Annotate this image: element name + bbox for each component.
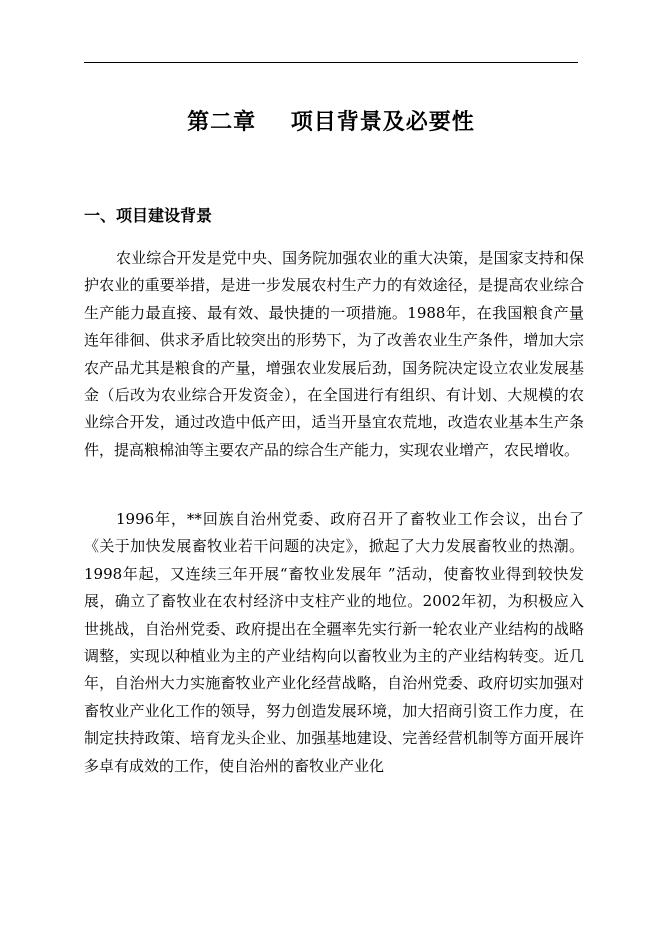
chapter-title: 第二章 项目背景及必要性	[187, 109, 475, 135]
section-heading: 一、项目建设背景	[84, 206, 213, 225]
header-rule	[84, 62, 578, 63]
body-paragraph-1: 农业综合开发是党中央、国务院加强农业的重大决策，是国家支持和保护农业的重要举措，是进一步发展农村生产力的有效途径，是提高农业综合生产能力最直接、最有效、最快捷的一项措施。1988年，在我国粮食产量连年徘徊、供求矛盾比较突出的形势下，为了改善农业生产条件，增加大宗农产品尤其是粮食的产量，增强农业发展后劲，国务院决定设立农业发展基金（后改为农业综合开发资金），在全国进行有组织、有计划、大规模的农业综合开发，通过改造中低产田，适当开垦宜农荒地，改造农业基本生产条件，提高粮棉油等主要农产品的综合生产能力，实现农业增产，农民增收。	[84, 249, 584, 459]
body-paragraph-2: 1996年，**回族自治州党委、政府召开了畜牧业工作会议，出台了《关于加快发展畜牧业若干问题的决定》，掀起了大力发展畜牧业的热潮。1998年起，又连续三年开展“畜牧业发展年 ”活动，使畜牧业得到较快发展，确立了畜牧业在农村经济中支柱产业的地位。2002年初，为积极应入世挑战，自治州党委、政府提出在全疆率先实行新一轮农业产业结构的战略调整，实现以种植业为主的产业结构向以畜牧业为主的产业结构转变。近几年，自治州大力实施畜牧业产业化经营战略，自治州党委、政府切实加强对畜牧业产业化工作的领导，努力创造发展环境，加大招商引资工作力度，在制定扶持政策、培育龙头企业、加强基地建设、完善经营机制等方面开展许多卓有成效的工作，使自治州的畜牧业产业化	[84, 510, 584, 775]
